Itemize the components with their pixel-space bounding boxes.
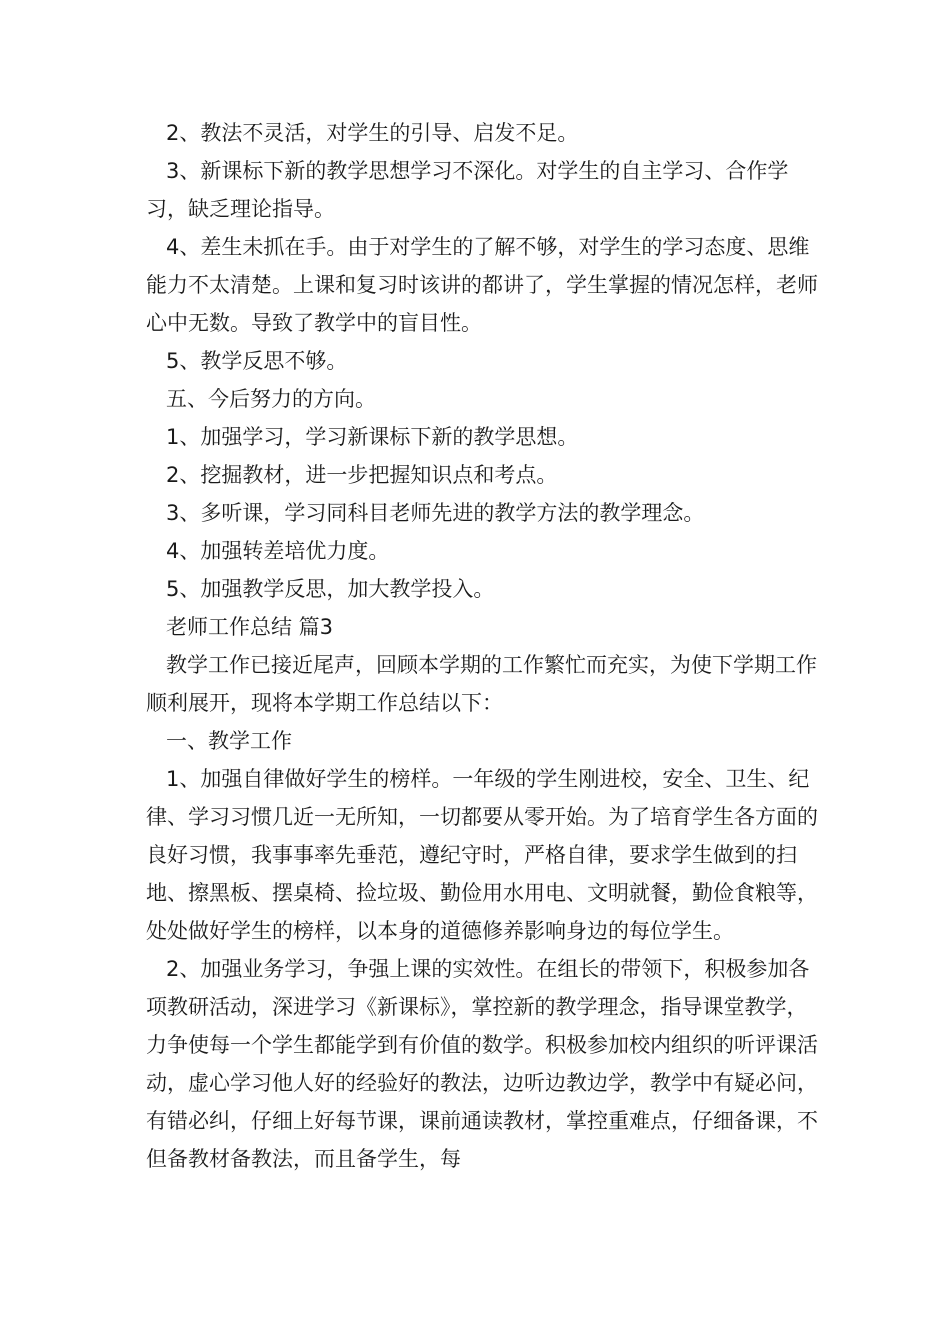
direction-item-3: 3、多听课，学习同科目老师先进的教学方法的教学理念。 (166, 501, 705, 525)
paragraph-item-3: 3、新课标下新的教学思想学习不深化。对学生的自主学习、合作学习，缺乏理论指导。 (146, 159, 789, 221)
teaching-work-item-2: 2、加强业务学习，争强上课的实效性。在组长的带领下，积极参加各项教研活动，深进学习《新课标》，掌控新的教学理念，指导课堂教学，力争使每一个学生都能学到有价值的数学。积极参加校内组织的听评课活动，虚心学习他人好的经验好的教法，边听边教边学，教学中有疑必问，有错必纠，仔细上好每节课，课前通读教材，掌控重难点，仔细备课，不但备教材备教法，而且备学生，每 (146, 957, 818, 1171)
paragraph-item-2: 2、教法不灵活，对学生的引导、启发不足。 (166, 121, 579, 145)
direction-item-2: 2、挖掘教材，进一步把握知识点和考点。 (166, 463, 558, 487)
article-title: 老师工作总结 篇3 (166, 615, 334, 639)
document-body (146, 114, 826, 1178)
direction-item-1: 1、加强学习，学习新课标下新的教学思想。 (166, 425, 579, 449)
direction-item-4: 4、加强转差培优力度。 (166, 539, 390, 563)
section-heading-future-direction: 五、今后努力的方向。 (166, 387, 376, 411)
intro-paragraph: 教学工作已接近尾声，回顾本学期的工作繁忙而充实，为使下学期工作顺利展开，现将本学期工作总结以下： (146, 653, 817, 715)
paragraph-item-4: 4、差生未抓在手。由于对学生的了解不够，对学生的学习态度、思维能力不太清楚。上课和复习时该讲的都讲了，学生掌握的情况怎样，老师心中无数。导致了教学中的盲目性。 (146, 235, 818, 335)
section-heading-teaching-work: 一、教学工作 (166, 729, 292, 753)
teaching-work-item-1: 1、加强自律做好学生的榜样。一年级的学生刚进校，安全、卫生、纪律、学习习惯几近一无所知，一切都要从零开始。为了培育学生各方面的良好习惯，我事事率先垂范，遵纪守时，严格自律，要求学生做到的扫地、擦黑板、摆桌椅、捡垃圾、勤俭用水用电、文明就餐，勤俭食粮等，处处做好学生的榜样，以本身的道德修养影响身边的每位学生。 (146, 767, 818, 943)
paragraph-item-5: 5、教学反思不够。 (166, 349, 348, 373)
direction-item-5: 5、加强教学反思，加大教学投入。 (166, 577, 495, 601)
